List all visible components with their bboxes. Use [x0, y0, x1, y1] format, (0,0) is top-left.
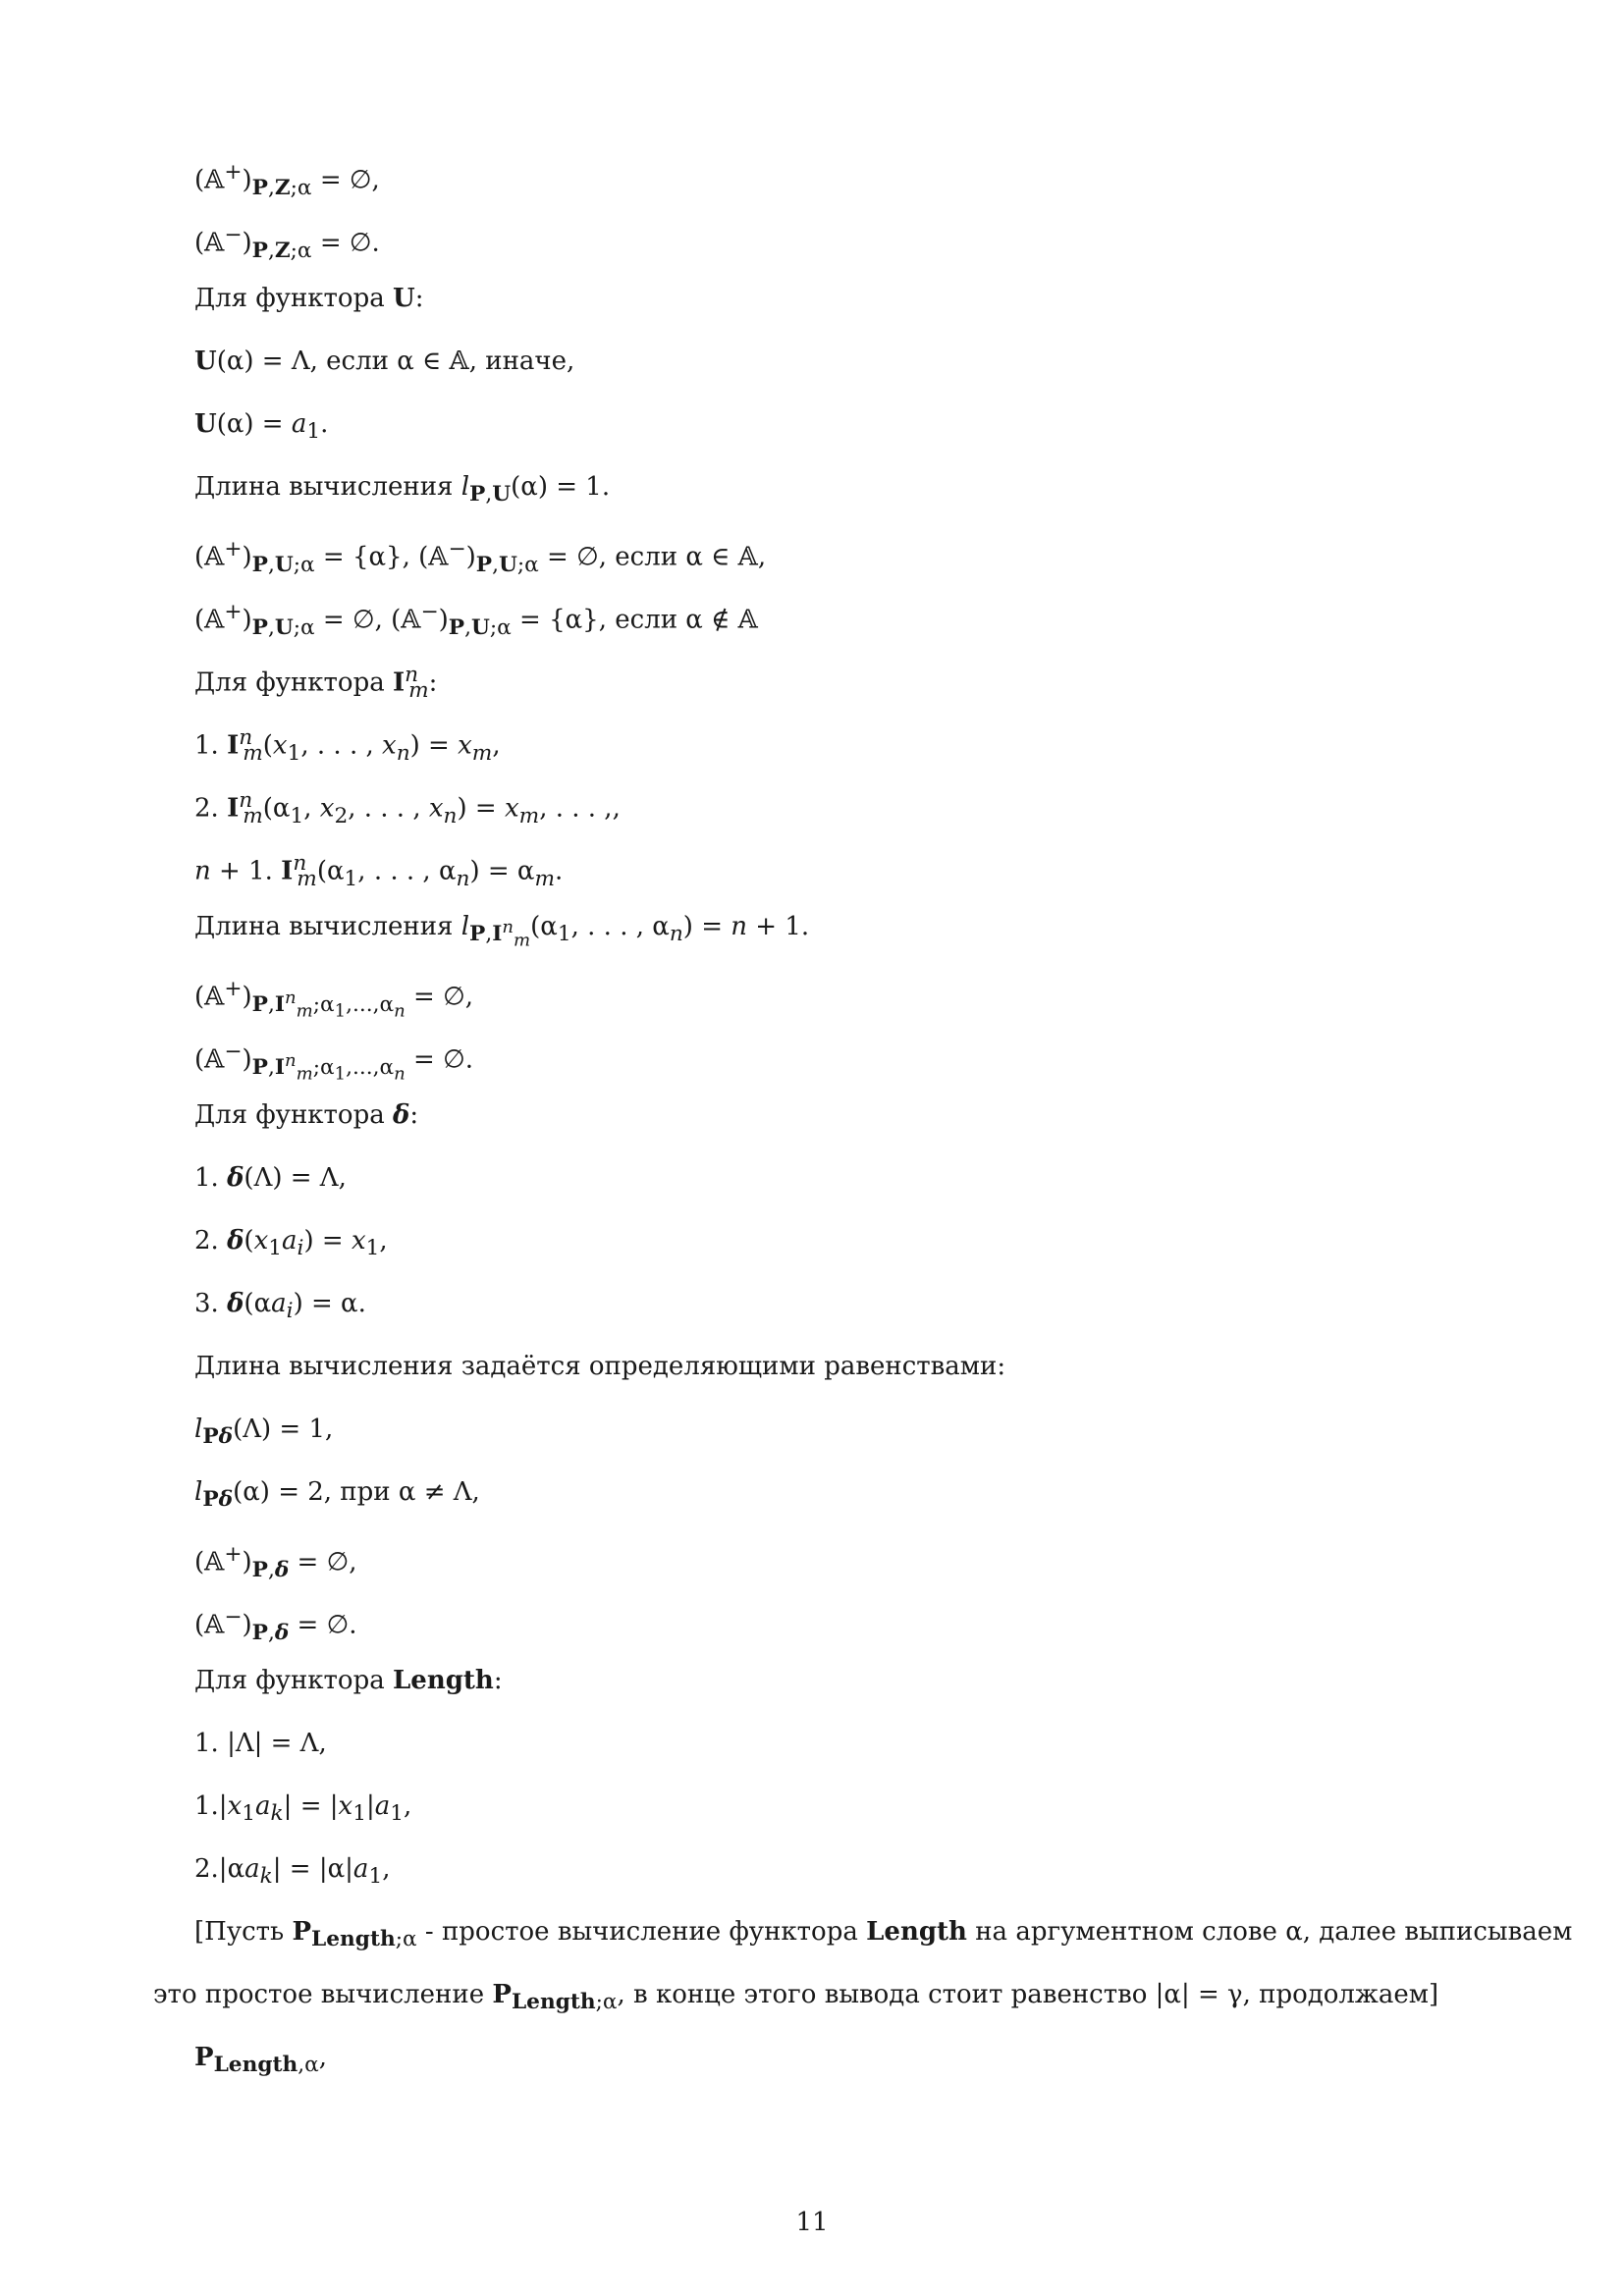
formula-i-2: 2. $I^n_m(\alpha_1$, $x_2$, . . . , $x_n) = x_m$, . . . ,, — [194, 788, 621, 828]
formula-length-2: $1.|x_1a_k| = |x_1|a_1$, — [194, 1791, 412, 1827]
length-u: Длина вычисления $l_{P,U}(\alpha) = 1$. — [194, 472, 611, 507]
formula-delta-2: 2. $\delta(x_1a_i) = x_1$, — [194, 1226, 388, 1261]
formula-length-3: $2.|\alpha a_k| = |\alpha|a_1$, — [194, 1854, 391, 1890]
paragraph-length-note-1: [Пусть $P_{Length;\alpha}$ - простое вычисление функтора Length на аргументном слове α, далее выписываем — [194, 1917, 1573, 1952]
formula-i-a-minus: $(𝔸^-)_{P,I^n_m;\alpha_1,...,\alpha_n}$ = ∅. — [194, 1040, 474, 1085]
formula-u-sets-2: $(𝔸^+)_{P,U;\alpha}$ = ∅, $(𝔸^-)_{P,U;\alpha} = \{\alpha\}$, если α ∉ 𝔸 — [194, 600, 758, 640]
formula-i-a-plus: $(𝔸^+)_{P,I^n_m;\alpha_1,...,\alpha_n}$ = ∅, — [194, 977, 474, 1022]
formula-delta-1: 1. δ(Λ) = Λ, — [194, 1163, 347, 1193]
formula-a-minus-z: $(𝔸^-)_{P,Z;\alpha}$ = ∅. — [194, 223, 380, 263]
formula-p-length: $P_{Length,\alpha}$, — [194, 2043, 327, 2078]
formula-i-n1: n + 1. $I^n_m(\alpha_1$, . . . , $\alpha_n) = \alpha_m$. — [194, 851, 564, 891]
formula-a-plus-z: $(𝔸^+)_{P,Z;\alpha}$ = ∅, — [194, 160, 380, 200]
functor-i-heading: Для функтора $I^n_m$: — [194, 663, 438, 703]
paragraph-length-note-2: это простое вычисление $P_{Length;\alpha}$, в конце этого вывода стоит равенство |α| = γ, продолжаем] — [153, 1980, 1439, 2015]
formula-u-lambda: U(α) = Λ, если α ∈ 𝔸, иначе, — [194, 347, 575, 376]
formula-u-a1: $U(\alpha) = a_1$. — [194, 409, 329, 445]
functor-u-heading: Для функтора U: — [194, 284, 424, 313]
length-i: Длина вычисления $l_{P,I^n_m}(\alpha_1$, . . . , $\alpha_n) = n + 1$. — [194, 912, 810, 951]
length-delta-intro: Длина вычисления задаётся определяющими равенствами: — [194, 1352, 1006, 1381]
formula-i-1: 1. $I^n_m(x_1$, . . . , $x_n) = x_m$, — [194, 725, 501, 766]
page-number: 11 — [795, 2208, 829, 2237]
length-delta-2: $l_{P\delta}(\alpha) = 2$, при α ≠ Λ, — [194, 1477, 480, 1513]
length-delta-1: $l_{P\delta}(\Lambda) = 1$, — [194, 1415, 334, 1450]
formula-u-sets-1: $(𝔸^+)_{P,U;\alpha} = \{\alpha\}$, $(𝔸^-)_{P,U;\alpha}$ = ∅, если α ∈ 𝔸, — [194, 537, 767, 577]
formula-delta-a-minus: $(𝔸^-)_{P,\delta}$ = ∅. — [194, 1605, 357, 1645]
formula-length-1: 1. |Λ| = Λ, — [194, 1729, 327, 1758]
functor-delta-heading: Для функтора δ: — [194, 1100, 419, 1130]
formula-delta-3: 3. $\delta(\alpha a_i) = \alpha$. — [194, 1289, 366, 1324]
formula-delta-a-plus: $(𝔸^+)_{P,\delta}$ = ∅, — [194, 1542, 357, 1582]
functor-length-heading: Для функтора Length: — [194, 1666, 503, 1695]
